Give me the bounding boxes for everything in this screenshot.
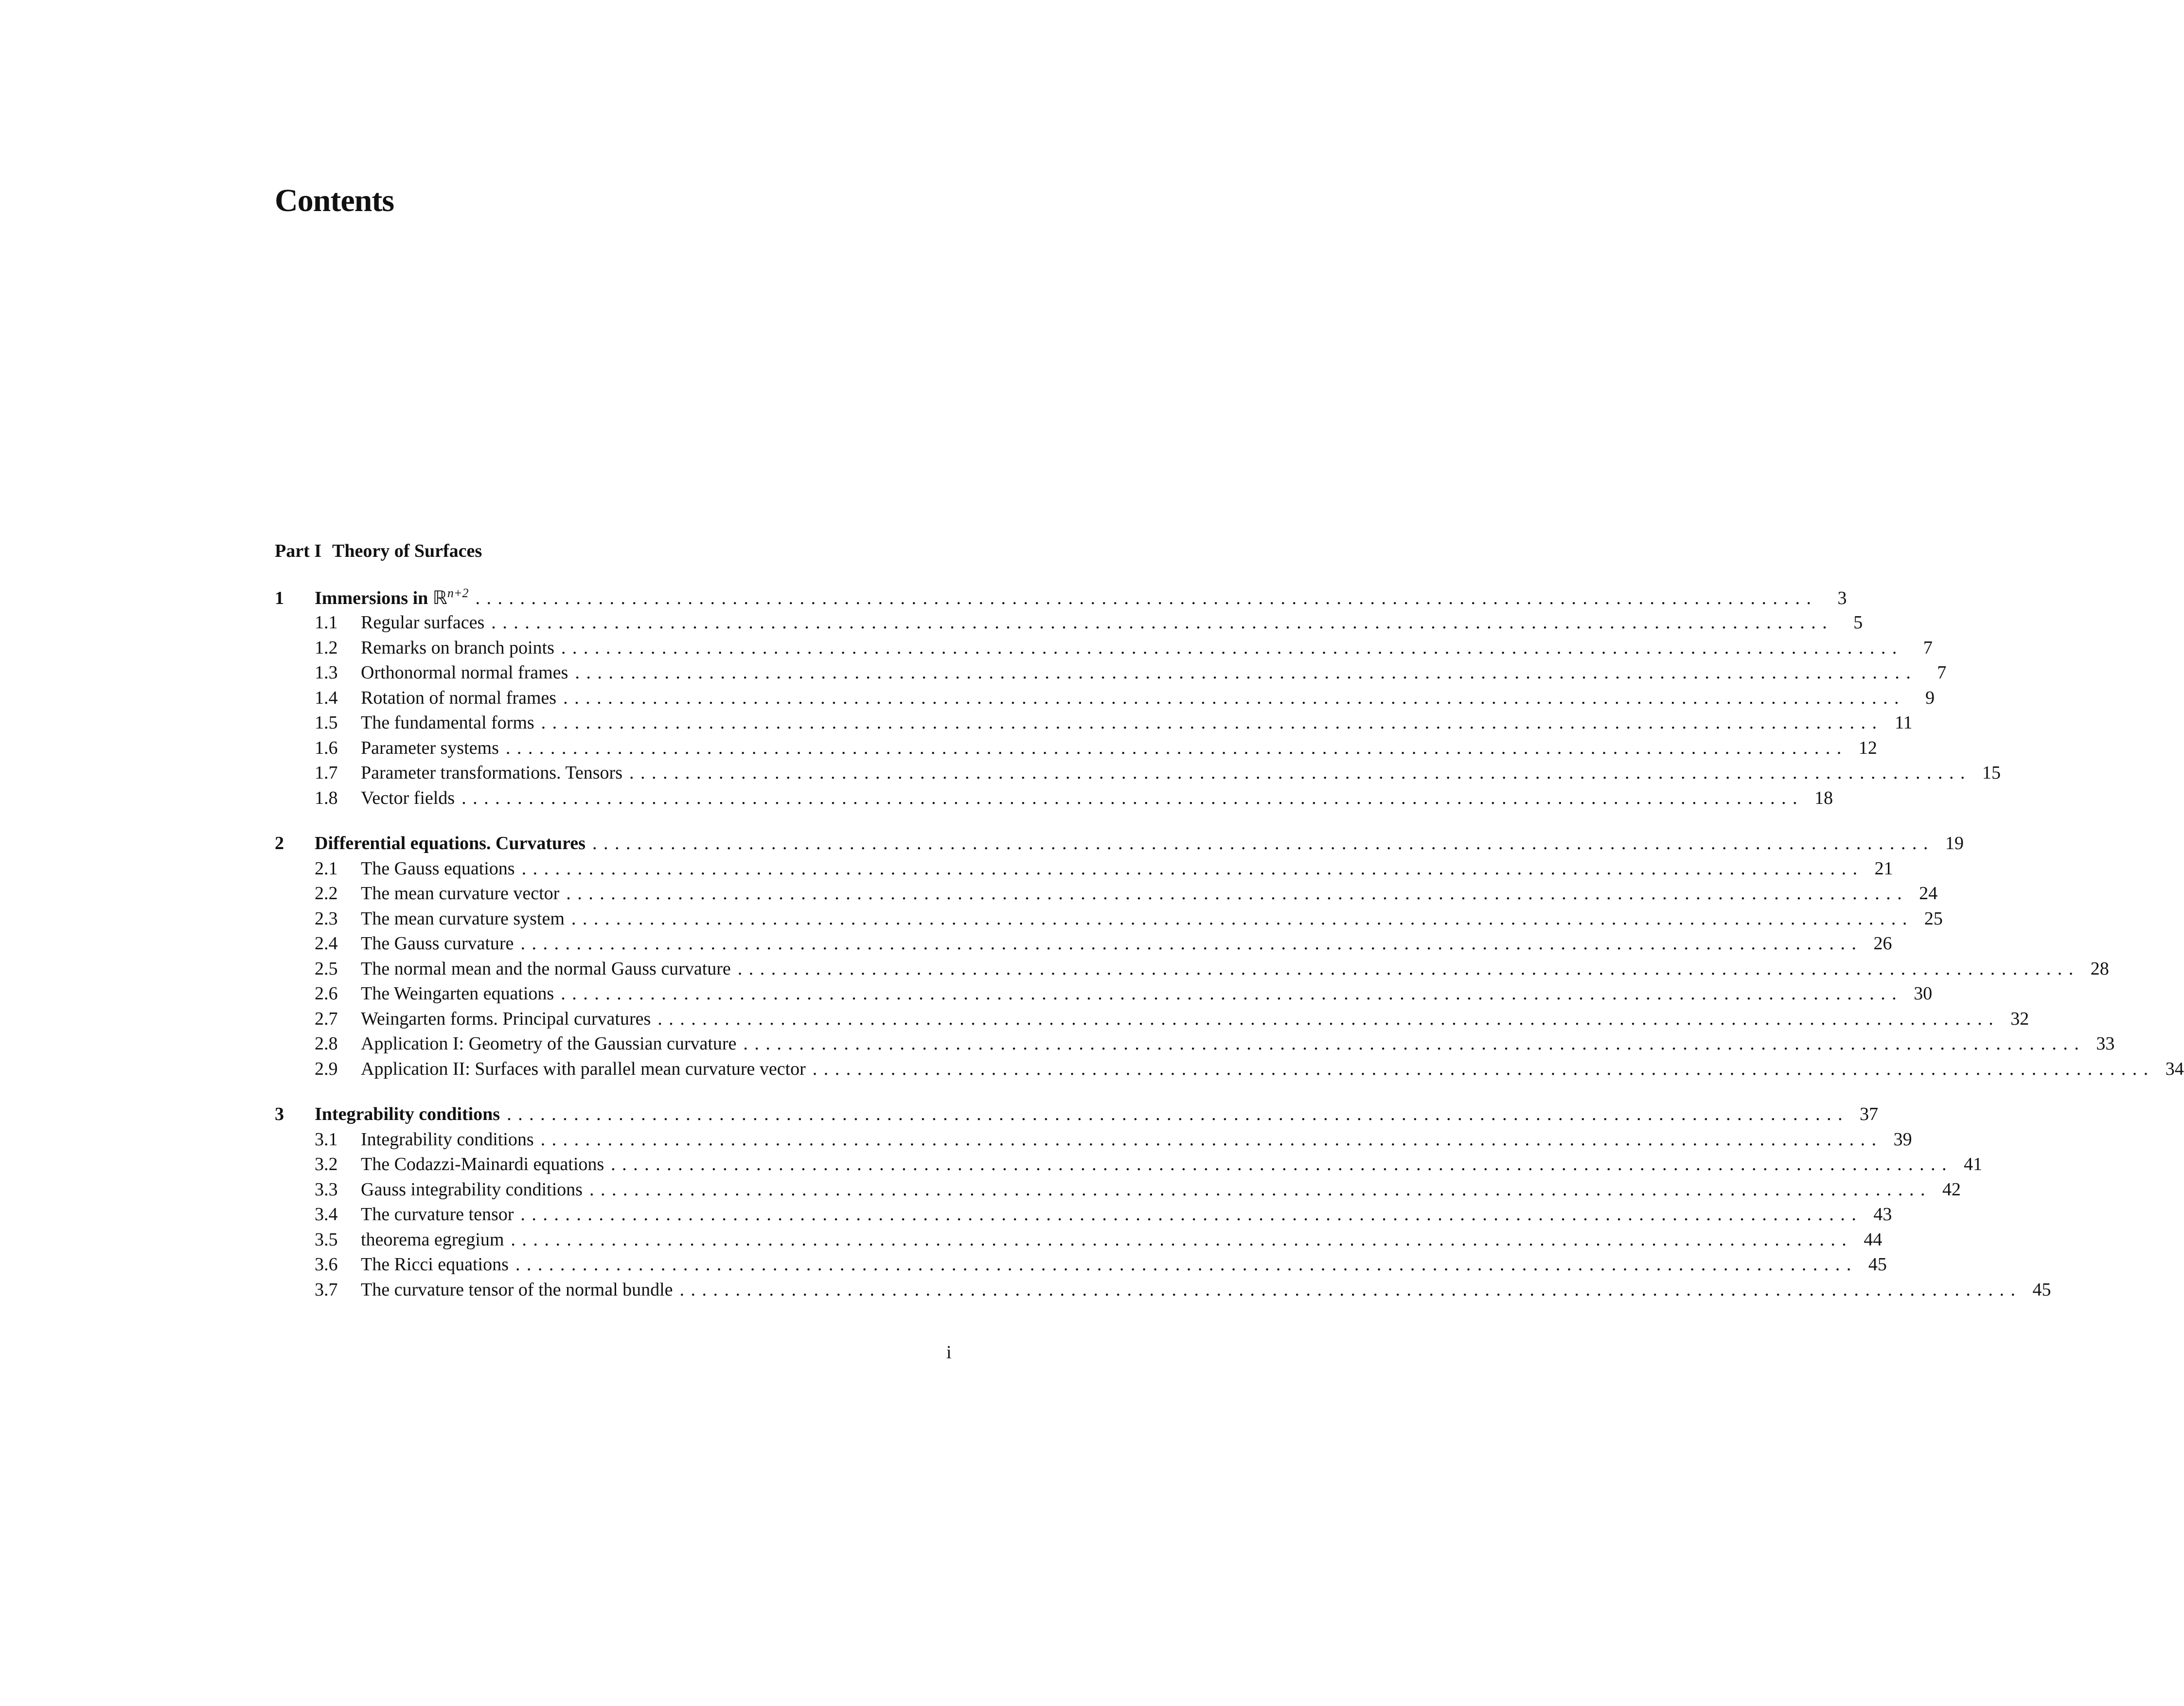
section-number: 2.1 — [315, 858, 338, 879]
leader-dots: ........................................................................................................................ — [812, 1058, 2155, 1079]
toc-section-entry[interactable] — [275, 636, 1933, 661]
table-of-contents — [275, 539, 2184, 1323]
chapter-3 — [275, 1102, 2051, 1302]
page-number: 42 — [1942, 1179, 1961, 1200]
toc-section-entry[interactable] — [275, 1252, 1887, 1278]
leader-dots: ........................................................................................................................ — [505, 737, 1848, 758]
leader-dots: ........................................................................................................................ — [475, 587, 1818, 608]
leader-dots: ........................................................................................................................ — [737, 958, 2080, 979]
leader-dots: ........................................................................................................................ — [571, 908, 1914, 929]
section-title: The curvature tensor of the normal bundle — [361, 1279, 673, 1300]
toc-chapter-entry[interactable] — [275, 1102, 1879, 1127]
section-title: The Gauss curvature — [361, 933, 514, 954]
section-title: Weingarten forms. Principal curvatures — [361, 1008, 651, 1029]
leader-dots: ........................................................................................................................ — [515, 1254, 1858, 1275]
page-number: 3 — [1837, 587, 1847, 608]
chapter-title: Differential equations. Curvatures — [315, 833, 586, 853]
section-title: Rotation of normal frames — [361, 687, 557, 708]
toc-section-entry[interactable] — [275, 610, 1863, 636]
leader-dots: ........................................................................................................................ — [592, 833, 1935, 853]
leader-dots: ........................................................................................................................ — [561, 637, 1903, 658]
title-superscript: n+2 — [447, 586, 469, 600]
page-number: 24 — [1919, 883, 1938, 904]
page-number: 21 — [1874, 858, 1893, 879]
toc-section-entry[interactable] — [275, 786, 1833, 811]
page-folio: i — [946, 1342, 952, 1363]
section-number: 3.5 — [315, 1229, 338, 1250]
toc-section-entry[interactable] — [275, 711, 1913, 736]
leader-dots: ........................................................................................................................ — [520, 933, 1863, 954]
page-number: 26 — [1873, 933, 1892, 954]
toc-section-entry[interactable] — [275, 1057, 2184, 1082]
page-number: 30 — [1914, 983, 1933, 1004]
section-title: Regular surfaces — [361, 612, 485, 633]
section-number: 2.4 — [315, 933, 338, 954]
section-title: The Weingarten equations — [361, 983, 554, 1004]
page-number: 7 — [1937, 662, 1947, 683]
page-number: 5 — [1853, 612, 1863, 633]
section-number: 2.9 — [315, 1058, 338, 1079]
section-number: 2.7 — [315, 1008, 338, 1029]
page-number: 25 — [1924, 908, 1943, 929]
leader-dots: ........................................................................................................................ — [657, 1008, 2000, 1029]
page-number: 28 — [2090, 958, 2109, 979]
leader-dots: ........................................................................................................................ — [521, 858, 1864, 879]
page-number: 45 — [2032, 1279, 2051, 1300]
section-title: Parameter transformations. Tensors — [361, 763, 622, 783]
section-title: The Ricci equations — [361, 1254, 509, 1275]
page-number: 45 — [1868, 1254, 1887, 1275]
page-number: 32 — [2010, 1008, 2029, 1029]
section-number: 3.1 — [315, 1129, 338, 1150]
leader-dots: ........................................................................................................................ — [491, 612, 1834, 633]
part-label: Part I — [275, 541, 322, 561]
section-title: Remarks on branch points — [361, 637, 554, 658]
section-number: 3.2 — [315, 1154, 338, 1174]
leader-dots: ........................................................................................................................ — [507, 1104, 1849, 1124]
section-number: 1.6 — [315, 737, 338, 758]
section-number: 3.6 — [315, 1254, 338, 1275]
leader-dots: ........................................................................................................................ — [563, 687, 1906, 708]
section-title: The fundamental forms — [361, 712, 534, 733]
section-number: 1.7 — [315, 763, 338, 783]
leader-dots: ........................................................................................................................ — [540, 1129, 1883, 1150]
section-number: 3.4 — [315, 1204, 338, 1225]
chapter-number: 3 — [275, 1104, 284, 1124]
toc-section-entry[interactable] — [275, 1227, 1882, 1253]
leader-dots: ........................................................................................................................ — [462, 787, 1804, 808]
toc-section-entry[interactable] — [275, 981, 1933, 1007]
leader-dots: ........................................................................................................................ — [511, 1229, 1853, 1250]
page-number: 44 — [1864, 1229, 1882, 1250]
leader-dots: ........................................................................................................................ — [541, 712, 1883, 733]
toc-section-entry[interactable] — [275, 1278, 2051, 1303]
toc-section-entry[interactable] — [275, 931, 1892, 957]
section-title: The mean curvature system — [361, 908, 565, 929]
toc-section-entry[interactable] — [275, 761, 2001, 786]
leader-dots: ........................................................................................................................ — [520, 1204, 1863, 1225]
section-number: 1.5 — [315, 712, 338, 733]
page-number: 41 — [1964, 1154, 1983, 1174]
page-number: 7 — [1923, 637, 1933, 658]
section-number: 2.2 — [315, 883, 338, 904]
page-number: 11 — [1895, 712, 1913, 733]
page-number: 19 — [1945, 833, 1964, 853]
section-number: 1.3 — [315, 662, 338, 683]
toc-section-entry[interactable] — [275, 1152, 1983, 1177]
toc-section-entry[interactable] — [275, 856, 1893, 882]
section-title: The Codazzi-Mainardi equations — [361, 1154, 604, 1174]
section-title: The mean curvature vector — [361, 883, 560, 904]
leader-dots: ........................................................................................................................ — [743, 1033, 2086, 1054]
toc-section-entry[interactable] — [275, 1031, 2115, 1057]
section-title: Vector fields — [361, 787, 455, 808]
section-number: 2.3 — [315, 908, 338, 929]
page-number: 34 — [2165, 1058, 2184, 1079]
toc-section-entry[interactable] — [275, 686, 1935, 711]
page-number: 18 — [1814, 787, 1833, 808]
chapter-number: 1 — [275, 587, 284, 608]
section-title: Integrability conditions — [361, 1129, 534, 1150]
section-number: 3.3 — [315, 1179, 338, 1200]
section-number: 2.5 — [315, 958, 338, 979]
section-title: Application II: Surfaces with parallel mean curvature vector — [361, 1058, 806, 1079]
section-number: 2.6 — [315, 983, 338, 1004]
part-heading — [275, 539, 951, 564]
leader-dots: ........................................................................................................................ — [679, 1279, 2022, 1300]
section-title: Orthonormal normal frames — [361, 662, 568, 683]
toc-section-entry[interactable] — [275, 1007, 2029, 1032]
page-number: 15 — [1982, 763, 2001, 783]
page-number: 43 — [1873, 1204, 1892, 1225]
section-title: Application I: Geometry of the Gaussian curvature — [361, 1033, 737, 1054]
section-title: theorema egregium — [361, 1229, 504, 1250]
section-title: Gauss integrability conditions — [361, 1179, 583, 1200]
page-title: Contents — [275, 183, 394, 218]
chapter-1 — [275, 586, 2001, 811]
toc-section-entry[interactable] — [275, 957, 2109, 982]
toc-section-entry[interactable] — [275, 906, 1943, 932]
part-title: Theory of Surfaces — [332, 541, 482, 561]
leader-dots: ........................................................................................................................ — [589, 1179, 1932, 1200]
toc-section-entry[interactable] — [275, 736, 1877, 761]
leader-dots: ........................................................................................................................ — [566, 883, 1909, 904]
section-title: Parameter systems — [361, 737, 499, 758]
page-number: 39 — [1893, 1129, 1912, 1150]
page-number: 12 — [1858, 737, 1877, 758]
leader-dots: ........................................................................................................................ — [611, 1154, 1953, 1174]
real-numbers-symbol: ℝ — [432, 586, 447, 608]
chapter-title: Integrability conditions — [315, 1104, 500, 1124]
page-number: 9 — [1925, 687, 1935, 708]
section-number: 1.4 — [315, 687, 338, 708]
section-title: The curvature tensor — [361, 1204, 514, 1225]
leader-dots: ........................................................................................................................ — [629, 763, 1971, 783]
section-number: 2.8 — [315, 1033, 338, 1054]
page-number: 33 — [2096, 1033, 2115, 1054]
toc-section-entry[interactable] — [275, 1127, 1912, 1153]
leader-dots: ........................................................................................................................ — [575, 662, 1918, 683]
section-number: 1.8 — [315, 787, 338, 808]
toc-section-entry[interactable] — [275, 881, 1938, 906]
section-title: The normal mean and the normal Gauss curvature — [361, 958, 731, 979]
section-number: 1.1 — [315, 612, 338, 633]
chapter-2 — [275, 831, 2184, 1082]
toc-section-entry[interactable] — [275, 1202, 1892, 1227]
section-number: 1.2 — [315, 637, 338, 658]
toc-section-entry[interactable] — [275, 660, 1947, 686]
page-number: 37 — [1860, 1104, 1879, 1124]
section-number: 3.7 — [315, 1279, 338, 1300]
toc-chapter-entry[interactable] — [275, 831, 1964, 856]
chapter-number: 2 — [275, 833, 284, 853]
section-title: The Gauss equations — [361, 858, 515, 879]
chapter-title: Immersions in ℝ$^{n+2}$ — [315, 586, 469, 608]
leader-dots: ........................................................................................................................ — [561, 983, 1903, 1004]
toc-chapter-entry[interactable] — [275, 586, 1847, 611]
toc-section-entry[interactable] — [275, 1177, 1961, 1203]
